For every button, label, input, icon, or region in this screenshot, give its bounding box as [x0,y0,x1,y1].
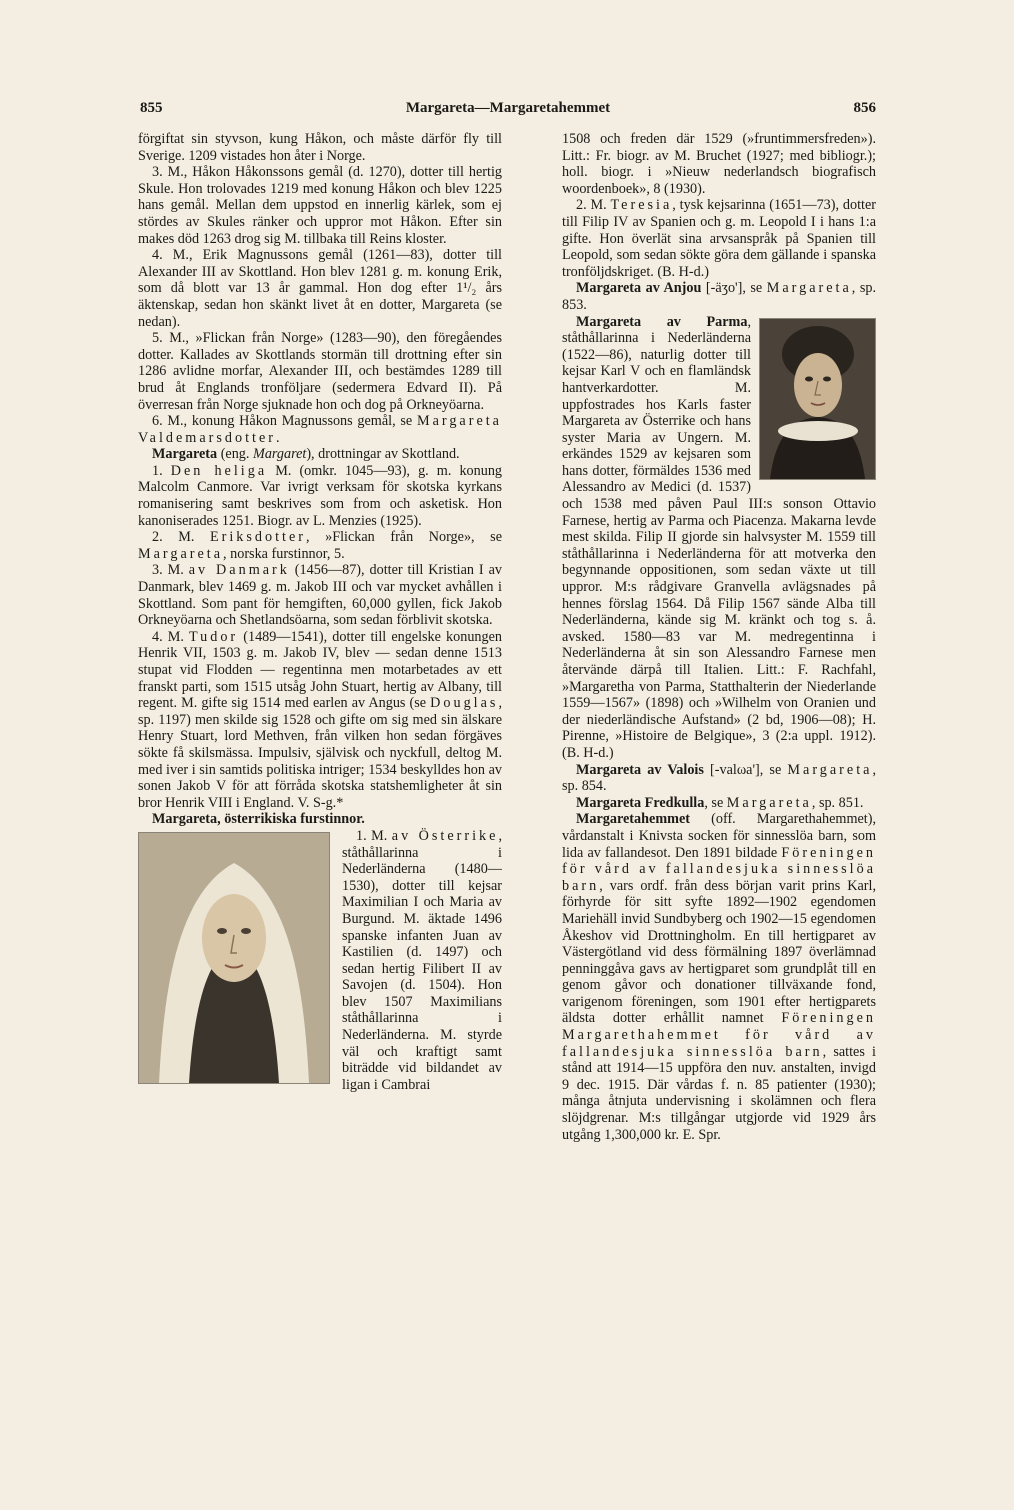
right-page-number: 856 [853,100,876,116]
paragraph: 6. M., konung Håkon Magnussons gemål, se Margareta Valdemarsdotter. [138,413,502,446]
portrait-margareta-of-austria [138,832,330,1084]
entry: Margareta av Parma, ståthållarinna i Nederländerna (1522—86), naturlig dotter till kejsar Karl V och en flamländsk hantverkardotter. M. uppfostrades hos Karls faster Margareta av Österrike och hans syster Maria av Ungern. M. erkändes 1529 av kejsaren som hans dotter, förmäldes 1536 med Alessandro av Medici (d. 1537) och 1538 med påven Paul III:s sonson Ottavio Farnese, hertig av Parma och Piacenza. Makarna levde mest skilda. Filip II gjorde sin halvsyster M. 1559 till ståthållarinna i Nederländerna för att motverka den begynnande oppositionen, som sedan växte ut till uppror. M:s rådgivare Granvella avlägsnades på hennes förslag 1564. Då Filip 1567 sände Alba till Nederländerna, kände sig M. kränkt och tog s. å. avsked. 1580—83 var M. medregentinna i Nederländerna åt sin son Alessandro Farnese men återvände därpå till Italien. Litt.: F. Rachfahl, »Margaretha von Parma, Statthalterin der Niederlande 1559—1567» (1898) och »Wilhelm von Oranien und der niederländische Aufstand» (2 bd, 1906—08); H. Pirenne, »Histoire de Belgique», 3 (2:a uppl. 1912). (B. H-d.) [562,313,876,761]
entry-heading: Margareta, österrikiska furstinnor. [152,811,365,828]
paragraph: 5. M., »Flickan från Norge» (1283—90), den föregåendes dotter. Kallades av Skottlands stormän till drottning efter sin 1286 avlidne morfar, Alexander III, och bestämdes 1289 till brud åt Englands tronföljare (sedermera Edvard II). På överresan från Norge sjuknade hon och dog på Orkneyöarna. [138,330,502,413]
paragraph: 4. M. Tudor (1489—1541), dotter till engelske konungen Henrik VII, 1503 g. m. Jakob IV, blev — sedan denne 1513 stupat vid Flodden — regentinna men motarbetades av ett franskt parti, som 1515 utsåg John Stuart, hertig av Albany, till regent. M. gifte sig 1514 med earlen av Angus (se Douglas, sp. 1197) men skilde sig 1528 och gifte om sig med sin älskare Henry Stuart, lord Methven, från vilken hon sedan förgäves sökte få skilsmässa. Impulsiv, självisk och nyckfull, deltog M. med iver i sin samtids politiska intriger; 1534 beskylldes hon av sonen Jakob V för att förråda skotska statshemligheter åt sin bror Henrik VIII i England. V. S-g.* [138,628,502,811]
paragraph: 4. M., Erik Magnussons gemål (1261—83), dotter till Alexander III av Skottland. Hon blev 1281 g. m. konung Erik, som då blott var 13 år gammal. Hon dog efter 1¹/₂ års äktenskap, sedan hon skänkt livet åt en dotter, Margareta (se nedan). [138,247,502,330]
entry-heading: Margareta (eng. Margaret), drottningar av Skottland. [152,446,460,463]
portrait-margareta-of-parma [759,318,876,480]
left-column [138,131,502,1093]
right-column [562,131,876,1143]
portrait-image [139,833,329,1083]
left-page-number: 855 [140,100,163,116]
paragraph: 1. Den heliga M. (omkr. 1045—93), g. m. konung Malcolm Canmore. Var ivrigt verksam för skotska kyrkans romanisering samt beskrives som from och asketisk. Hon kanoniserades 1251. Biogr. av L. Menzies (1925). [138,462,503,529]
paragraph: 1. M. av Österrike, ståthållarinna i Nederländerna (1480—1530), dotter till kejsar Maximilian I och Maria av Burgund. M. äktade 1496 spanske infanten Juan av Kastilien (d. 1497) och sedan hertig Filibert II av Savojen (d. 1504). Hon blev 1507 Maximilians ståthållarinna i Nederländerna. M. styrde väl och kraftigt samt biträdde vid bildandet av ligan i Cambrai [342,827,502,1093]
paragraph: 3. M., Håkon Håkonssons gemål (d. 1270), dotter till hertig Skule. Hon trolovades 1219 med konung Håkon och blev 1225 hans gemål. Mellan dem uppstod en innerlig kärlek, som ej stördes av Skules ränker och uppror mot Håkon. Efter sin makes död 1263 drog sig M. tillbaka till Reins kloster. [138,164,502,247]
paragraph: förgiftat sin styvson, kung Håkon, och måste därför fly till Sverige. 1209 vistades hon åter i Norge. [138,131,502,164]
paragraph: 2. M. Teresia, tysk kejsarinna (1651—73), dotter till Filip IV av Spanien och g. m. Leopold I i hans 1:a gifte. Hon överlät sina arvsanspråk på Spanien till Leopold, som sedan sökte göra dem gällande i spanska tronföljdskriget. (B. H-d.) [562,197,876,280]
entry: Margareta av Valois [-valωa'], se Margareta, sp. 854. [562,761,876,795]
entry: Margaretahemmet (off. Margarethahemmet), vårdanstalt i Knivsta socken för sinnesslöa barn, som lida av fallandesot. Den 1891 bildade Föreningen för vård av fallandesjuka sinnesslöa barn, vars ordf. från dess början varit prins Karl, förhyrde för sitt syfte 1892—1902 egendomen Mariehäll invid Sundbyberg och 1902—15 egendomen Åkeshov vid Drottningholm. En till hertigparet av Västergötland vid dess förmälning 1897 överlämnad penninggåva gavs av hertigparet som grundplåt till en genom gåvor och donationer tillväxande fond, varigenom föreningen, som 1901 efter hertigparets äldsta dotter erhållit namnet Föreningen Margarethahemmet för vård av fallandesjuka sinnesslöa barn, sattes i stånd att 1914—15 uppföra den nuv. anstalten, invigd 9 dec. 1915. Där vårdas f. n. 85 patienter (1930); många åtnjuta undervisning i skolämnen och flera slöjdgrenar. M:s tillgångar utgjorde vid 1929 års utgång 1,300,000 kr. E. Spr. [562,811,876,1143]
entry: Margareta Fredkulla, se Margareta, sp. 851. [576,794,864,811]
paragraph: 3. M. av Danmark (1456—87), dotter till Kristian I av Danmark, blev 1469 g. m. Jakob III och var mycket avhållen i Skottland. Som pant för hemgiften, 60,000 gyllen, fick Jakob Orkneyöarna och Shetlandsöarna, som sedan förblivit skotska. [138,562,502,629]
page-header [140,100,876,122]
paragraph: 1508 och freden där 1529 (»fruntimmersfreden»). Litt.: Fr. biogr. av M. Bruchet (1927; med bibliogr.); holl. biogr. i »Nieuw nederlandsch biografisch woordenboek», 8 (1930). [562,131,876,197]
paragraph: 2. M. Eriksdotter, »Flickan från Norge», se Margareta, norska furstinnor, 5. [138,529,502,562]
entry: Margareta av Anjou [-äʒo'], se Margareta, sp. 853. [562,280,877,313]
portrait-image [760,319,875,479]
running-title: Margareta—Margaretahemmet [405,100,611,116]
